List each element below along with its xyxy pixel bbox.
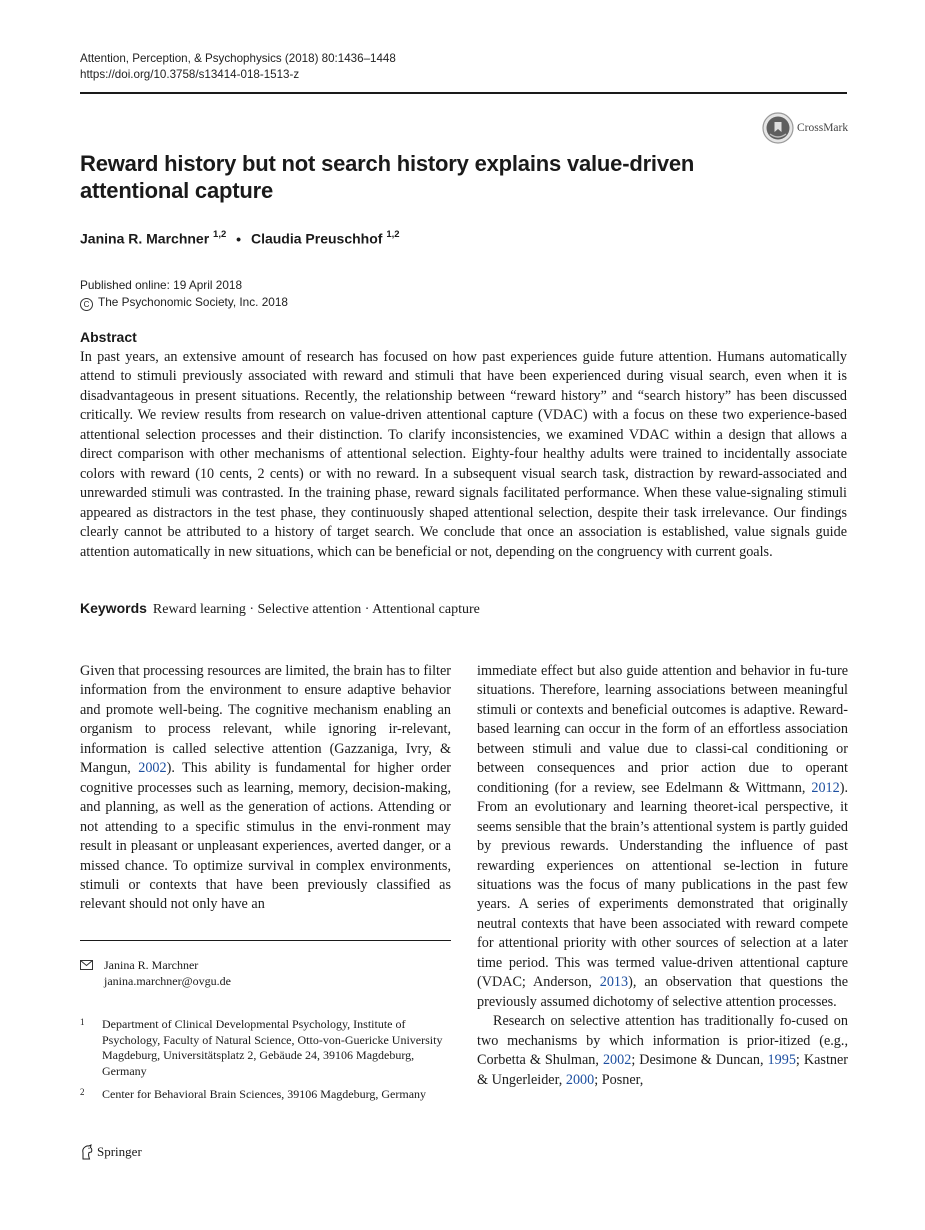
body-paragraph xyxy=(80,662,451,915)
citation-link[interactable]: 2000 xyxy=(565,1071,595,1088)
body-text: ; Kastner & Ungerleider, xyxy=(477,1052,848,1088)
affiliation-number: 2 xyxy=(80,1087,85,1097)
keywords-list: Reward learning · Selective attention · Attentional capture xyxy=(152,602,480,617)
published-date: Published online: 19 April 2018 xyxy=(80,278,242,292)
author-affiliation-marker: 1,2 xyxy=(386,229,400,240)
affiliation-text: Center for Behavioral Brain Sciences, 39106 Magdeburg, Germany xyxy=(102,1087,427,1101)
affiliation-number: 1 xyxy=(80,1017,85,1027)
keywords-label: Keywords xyxy=(80,600,147,616)
copyright-line xyxy=(80,294,288,311)
crossmark-icon xyxy=(762,112,794,144)
article-title: Reward history but not search history explains value-driven attentional capture xyxy=(80,151,695,203)
body-text: ), an observation that questions the previously assumed dichotomy of selective attention processes. xyxy=(477,974,849,1010)
body-text: ; Desimone & Duncan, xyxy=(631,1052,768,1069)
publisher-name: Springer xyxy=(97,1144,142,1159)
envelope-icon xyxy=(80,960,93,970)
body-text: ). From an evolutionary and learning theoret-ical perspective, it seems sensible that the brain’s attentional system is partly guided by previous rewards. Understanding the influence of past rewarding experiences on attentional se-lection in future situations was the focus of many publications in the past few years. A series of experiments demonstrated that originally neutral contexts that have been associated with reward compete for attentional priority with other sources of selection at a later time period. This was termed value-driven attentional capture (VDAC; Anderson, xyxy=(477,779,848,991)
corresponding-author-name: Janina R. Marchner xyxy=(104,958,199,972)
doi-link[interactable]: https://doi.org/10.3758/s13414-018-1513-z xyxy=(80,68,300,81)
corresponding-author-email[interactable]: janina.marchner@ovgu.de xyxy=(104,973,232,988)
author-list xyxy=(80,230,400,247)
citation-link[interactable]: 2002 xyxy=(138,760,167,777)
footnote-rule xyxy=(80,940,451,941)
citation-link[interactable]: 2002 xyxy=(602,1052,632,1069)
publisher-footer xyxy=(80,1144,142,1160)
affiliation-text: Department of Clinical Developmental Psychology, Institute of Psychology, Faculty of Natural Science, Otto-von-Guericke University Magdeburg, Universitätsplatz 2, Gebäude 24, 39106 Magdeburg, Germany xyxy=(102,1017,443,1078)
body-text: immediate effect but also guide attention and behavior in fu-ture situations. Therefore, learning associations between meaningful stimuli or contexts and beneficial outcomes is adaptive. Reward-based learning can occur in the form of an effortless association between stimuli and value due to classi-cal conditioning or between consequences and prior action due to operant conditioning (for a review, see Edelmann & Wittmann, xyxy=(477,663,848,796)
author-name[interactable]: Janina R. Marchner xyxy=(80,230,210,247)
citation-link[interactable]: 2013 xyxy=(599,974,629,991)
crossmark-badge[interactable] xyxy=(762,112,848,144)
abstract-text: In past years, an extensive amount of research has focused on how past experiences guide future attention. Humans automatically attend to stimuli previously associated with reward and stimuli that have been experienced during visual search, even when it is disadvantageous in present situations. Recently, the relationship between “reward history” and “search history” has been discussed critically. We review results from research on value-driven attentional capture (VDAC) with a focus on these two experience-based attentional selection processes and their distinction. To clarify inconsistencies, we examined VDAC within a design that allows a direct comparison with other mechanisms of attentional selection. Eighty-four healthy adults were trained to incidentally associate colors with reward (10 cents, 2 cents) or with no reward. In a subsequent visual search task, distraction by reward-associated and unrewarded stimuli was contrasted. In the training phase, reward signals facilitated performance. When these value-signaling stimuli appeared as distractors in the test phase, they continuously shaped attentional selection, despite their task irrelevance. Our findings clearly cannot be attributed to a history of target search. We conclude that once an association is established, value signals guide attention automatically in new situations, which can be beneficial or not, depending on the congruency with current goals. xyxy=(80,349,847,560)
citation-link[interactable]: 2012 xyxy=(811,779,840,796)
crossmark-label: CrossMark xyxy=(797,122,849,134)
journal-citation: Attention, Perception, & Psychophysics (2018) 80:1436–1448 xyxy=(80,52,396,65)
keywords xyxy=(80,600,480,618)
journal-header xyxy=(80,51,396,83)
copyright-icon: C xyxy=(80,298,93,311)
body-paragraph xyxy=(477,1012,848,1090)
body-text: Research on selective attention has traditionally fo-cused on two mechanisms by which information is prior-itized (e.g., Corbetta & Shulman, xyxy=(477,1013,848,1069)
author-separator: • xyxy=(236,230,242,247)
body-text: Given that processing resources are limited, the brain has to filter information from the environment to ensure adaptive behavior and promote well-being. The cognitive mechanism enabling an organism to process relevant, while ignoring ir-relevant, information is called selective attention (Gazzaniga, Ivry, & Mangun, xyxy=(80,663,451,777)
author-name[interactable]: Claudia Preuschhof xyxy=(250,230,383,247)
body-text: ). This ability is fundamental for higher order cognitive processes such as learning, memory, decision-making, and planning, as well as the generation of actions. Attending or not attending to a specific stimulus in the envi-ronment may result in pleasant or unpleasant experiences, averted danger, or a missed chance. To optimize survival in complex environments, stimuli or contexts that have been previously classified as relevant should not only have an xyxy=(80,760,451,913)
body-paragraph xyxy=(477,662,848,1012)
citation-link[interactable]: 1995 xyxy=(767,1052,796,1069)
author-affiliation-marker: 1,2 xyxy=(213,229,227,240)
publication-info xyxy=(80,277,288,311)
body-column-right xyxy=(477,662,848,1090)
springer-horse-icon xyxy=(80,1144,94,1160)
copyright-text: The Psychonomic Society, Inc. 2018 xyxy=(98,295,288,309)
body-text: ; Posner, xyxy=(594,1071,644,1088)
body-column-left xyxy=(80,662,451,915)
header-rule xyxy=(80,92,847,94)
abstract-heading: Abstract xyxy=(80,329,137,345)
